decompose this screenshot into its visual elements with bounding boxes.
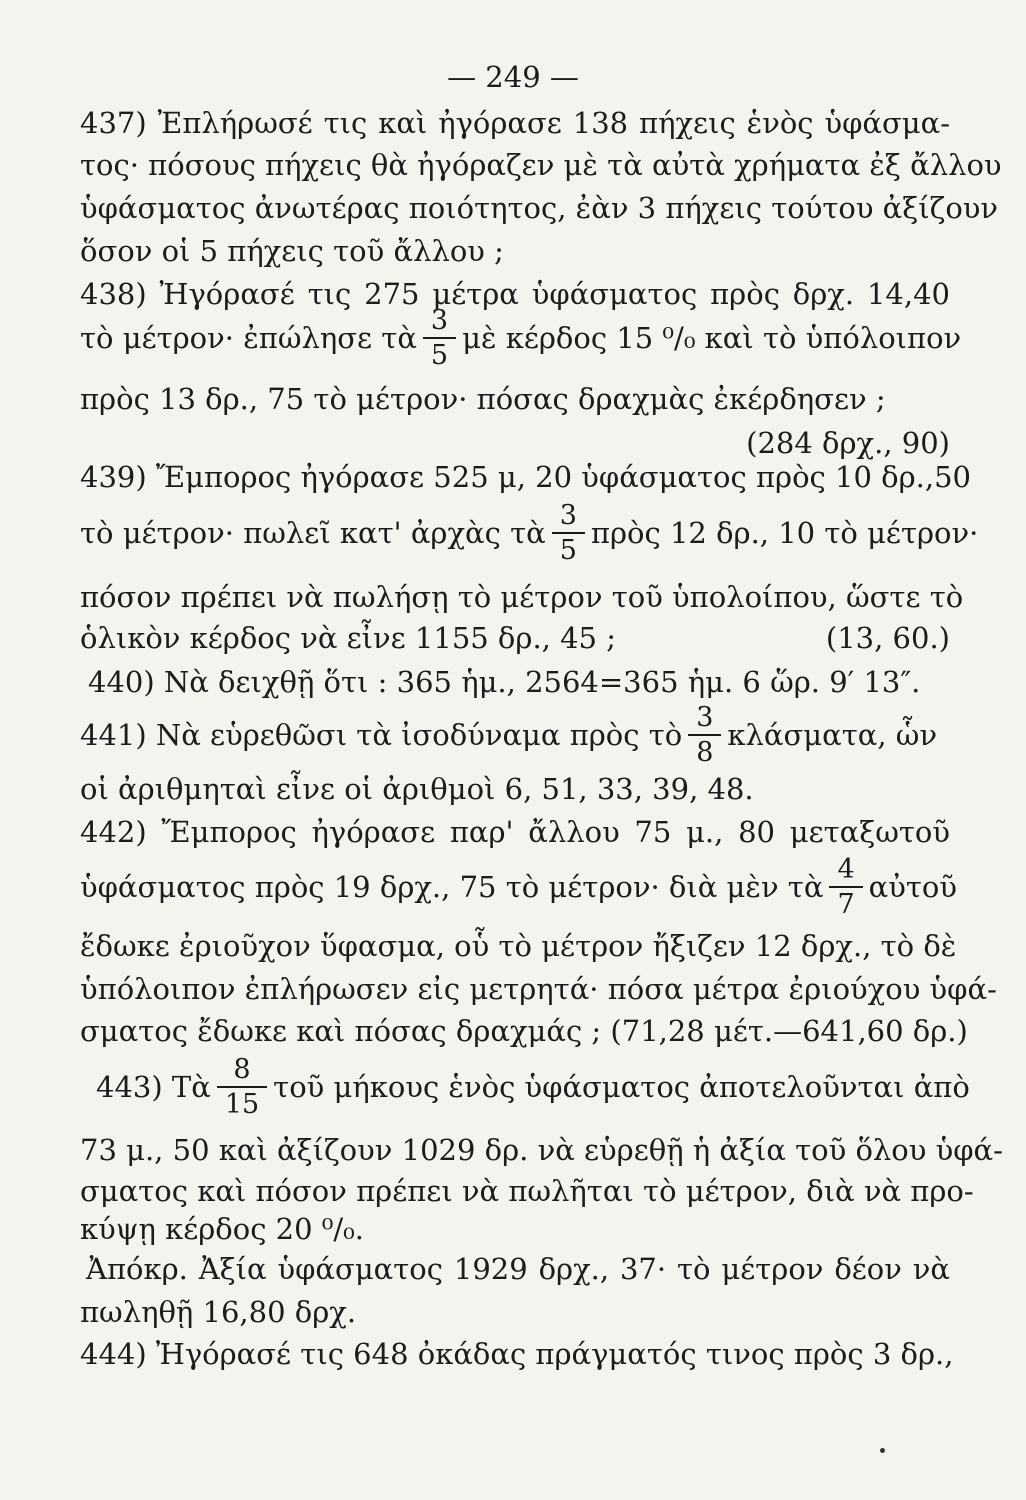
problem-441-text-a: 441) Νὰ εὑρεθῶσι τὰ ἰσοδύναμα πρὸς τὸ [80, 718, 683, 752]
problem-439-text-a: τὸ μέτρον· πωλεῖ κατ' ἀρχὰς τὰ [80, 516, 546, 550]
problem-439-line-2 [80, 498, 979, 568]
problem-442-line-2 [80, 848, 957, 926]
problem-439-text-c: ὁλικὸν κέρδος νὰ εἶνε 1155 δρ., 45 ; [80, 621, 616, 655]
problem-441-line-1 [80, 695, 950, 775]
problem-438-line-3: πρὸς 13 δρ., 75 τὸ μέτρον· πόσας δραχμὰς ἐκέρδησεν ; [80, 382, 886, 416]
problem-442-text-a: ὑφάσματος πρὸς 19 δρχ., 75 τὸ μέτρον· διὰ μὲν τὰ [80, 870, 824, 904]
problem-442-text-b: αὐτοῦ [868, 870, 957, 904]
problem-443-text-b: τοῦ μήκους ἑνὸς ὑφάσματος ἀποτελοῦνται ἀπὸ [273, 1070, 970, 1104]
problem-442-line-1: 442) Ἔμπορος ἠγόρασε παρ' ἄλλου 75 μ., 80 μεταξωτοῦ [80, 815, 950, 849]
problem-443-line-2: 73 μ., 50 καὶ ἀξίζουν 1029 δρ. νὰ εὑρεθῇ ἡ ἀξία τοῦ ὅλου ὑφά- [80, 1133, 1003, 1167]
problem-440: 440) Νὰ δειχθῇ ὅτι : 365 ἡμ., 2564=365 ἡμ. 6 ὥρ. 9′ 13″. [88, 665, 921, 699]
problem-437-line-1: 437) Ἐπλήρωσέ τις καὶ ἠγόρασε 138 πήχεις ἑνὸς ὑφάσμα- [80, 106, 950, 140]
fraction-3-5: $\frac{3}{5}$ [423, 307, 456, 369]
fraction-4-7: $\frac{4}{7}$ [829, 856, 862, 918]
problem-438-line-1: 438) Ἠγόρασέ τις 275 μέτρα ὑφάσματος πρὸς δρχ. 14,40 [80, 277, 950, 311]
problem-441-line-2: οἱ ἀριθμηταὶ εἶνε οἱ ἀριθμοὶ 6, 51, 33, 39, 48. [80, 772, 754, 806]
problem-439-text-b: πρὸς 12 δρ., 10 τὸ μέτρον· [590, 516, 979, 550]
problem-443-line-1 [80, 1044, 970, 1130]
problem-439-line-1: 439) Ἔμπορος ἠγόρασε 525 μ, 20 ὑφάσματος πρὸς 10 δρ.,50 [80, 460, 971, 494]
fraction-3-8: $\frac{3}{8}$ [688, 704, 721, 766]
problem-443-answer-line-1: Ἀπόκρ. Ἀξία ὑφάσματος 1929 δρχ., 37· τὸ μέτρον δέον νὰ [86, 1252, 950, 1286]
problem-439-answer: (13, 60.) [825, 621, 950, 655]
problem-443-line-4: κύψῃ κέρδος 20 ⁰/₀. [80, 1212, 365, 1246]
problem-442-line-4: ὑπόλοιπον ἐπλήρωσεν εἰς μετρητά· πόσα μέτρα ἐριούχου ὑφά- [80, 972, 997, 1006]
problem-444-line-1: 444) Ἠγόρασέ τις 648 ὀκάδας πράγματός τινος πρὸς 3 δρ., [80, 1337, 954, 1371]
problem-437-line-4: ὅσον οἱ 5 πήχεις τοῦ ἄλλου ; [80, 234, 504, 268]
problem-442-line-5: σματος ἔδωκε καὶ πόσας δραχμάς ; (71,28 μέτ.—641,60 δρ.) [80, 1014, 968, 1048]
problem-437-line-2: τος· πόσους πήχεις θὰ ἠγόραζεν μὲ τὰ αὐτὰ χρήματα ἐξ ἄλλου [80, 148, 1002, 182]
problem-438-answer: (284 δρχ., 90) [746, 426, 950, 460]
ink-speck [880, 1448, 885, 1453]
problem-443-line-3: σματος καὶ πόσον πρέπει νὰ πωλῆται τὸ μέτρον, διὰ νὰ προ- [80, 1174, 974, 1208]
problem-438-line-2 [80, 303, 962, 373]
problem-437-line-3: ὑφάσματος ἀνωτέρας ποιότητος, ἐὰν 3 πήχεις τούτου ἀξίζουν [80, 191, 999, 225]
problem-439-line-3: πόσον πρέπει νὰ πωλήσῃ τὸ μέτρον τοῦ ὑπολοίπου, ὥστε τὸ [80, 580, 964, 614]
problem-443-answer-line-2: πωληθῇ 16,80 δρχ. [80, 1295, 357, 1329]
fraction-8-15: $\frac{8}{15}$ [217, 1056, 267, 1118]
fraction-3-5: $\frac{3}{5}$ [552, 502, 585, 564]
problem-439-line-4 [80, 619, 950, 657]
problem-441-text-b: κλάσματα, ὧν [727, 718, 938, 752]
problem-442-line-3: ἔδωκε ἐριοῦχον ὕφασμα, οὗ τὸ μέτρον ἤξιζεν 12 δρχ., τὸ δὲ [80, 929, 957, 963]
problem-438-text-a: τὸ μέτρον· ἐπώλησε τὰ [80, 321, 417, 355]
problem-443-text-a: 443) Τὰ [96, 1070, 211, 1104]
page-number: — 249 — [447, 60, 579, 94]
problem-438-text-b: μὲ κέρδος 15 ⁰/₀ καὶ τὸ ὑπόλοιπον [462, 321, 962, 355]
